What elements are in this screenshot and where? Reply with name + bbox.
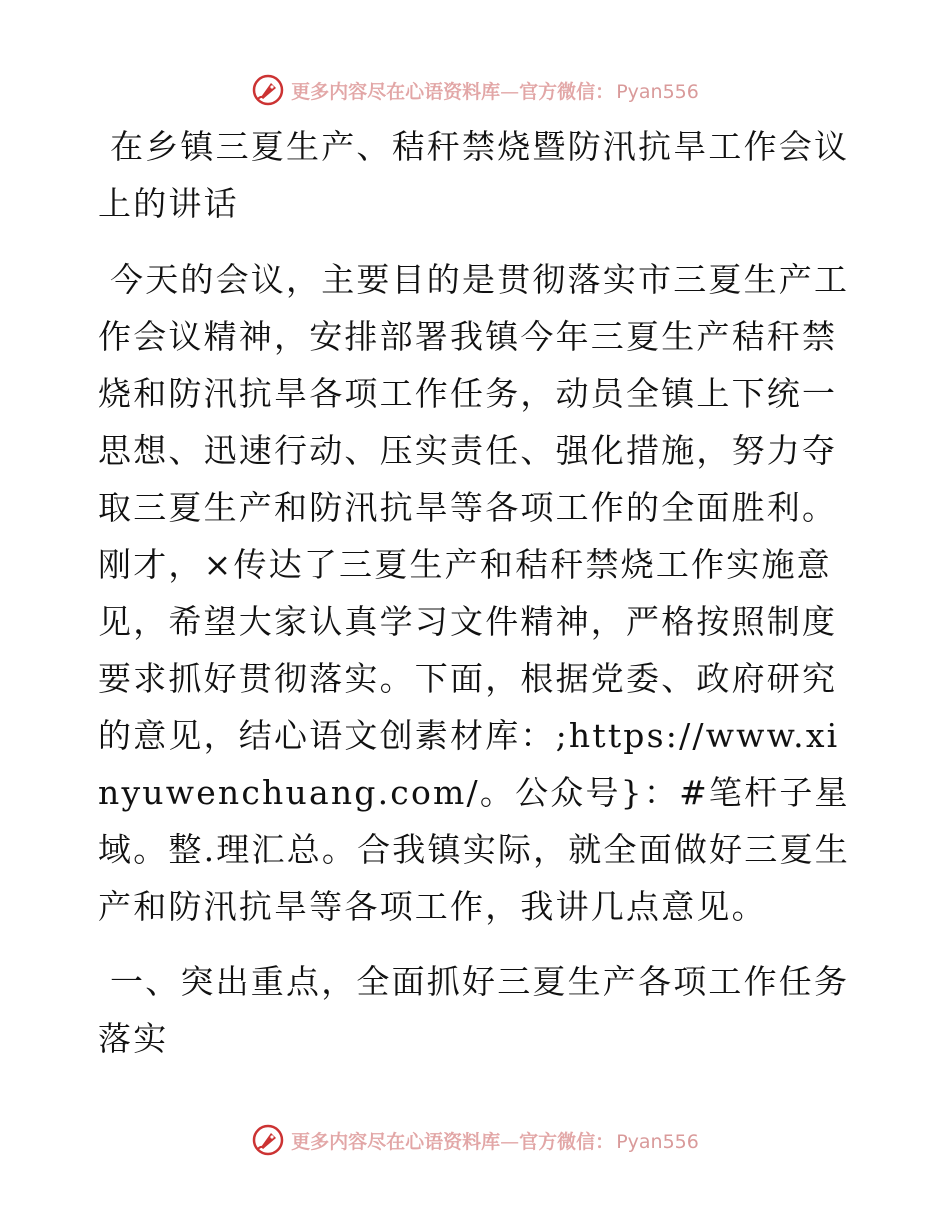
watermark-site-text: 更多内容尽在心语资料库 — [291, 80, 501, 103]
watermark-wechat-label: 官方微信： — [519, 1130, 615, 1153]
header-watermark — [0, 70, 950, 110]
watermark-site-text: 更多内容尽在心语资料库 — [291, 1130, 501, 1153]
document-title: 在乡镇三夏生产、秸秆禁烧暨防汛抗旱工作会议上的讲话 — [98, 127, 850, 223]
watermark-text — [291, 77, 699, 104]
watermark-wechat-label: 官方微信： — [519, 80, 615, 103]
watermark-wechat-id: Pyan556 — [616, 1130, 699, 1153]
pen-nib-logo-icon — [251, 73, 285, 107]
section-1-heading: 一、突出重点，全面抓好三夏生产各项工作任务落实 — [98, 962, 850, 1058]
intro-paragraph: 今天的会议，主要目的是贯彻落实市三夏生产工作会议精神，安排部署我镇今年三夏生产秸秆禁烧和防汛抗旱各项工作任务，动员全镇上下统一思想、迅速行动、压实责任、强化措施，努力夺取三夏生产和防汛抗旱等各项工作的全面胜利。刚才，×传达了三夏生产和秸秆禁烧工作实施意见，希望大家认真学习文件精神，严格按照制度要求抓好贯彻落实。下面，根据党委、政府研究的意见，结心语文创素材库：;https://www.xinyuwenchuang.com/。公众号}：#笔杆子星域。整.理汇总。合我镇实际，就全面做好三夏生产和防汛抗旱等各项工作，我讲几点意见。 — [98, 260, 850, 926]
watermark-text — [291, 1127, 699, 1154]
watermark-separator: — — [500, 80, 520, 103]
footer-watermark — [0, 1120, 950, 1160]
pen-nib-logo-icon — [251, 1123, 285, 1157]
watermark-separator: — — [500, 1130, 520, 1153]
document-body — [98, 118, 858, 1067]
watermark-wechat-id: Pyan556 — [616, 80, 699, 103]
